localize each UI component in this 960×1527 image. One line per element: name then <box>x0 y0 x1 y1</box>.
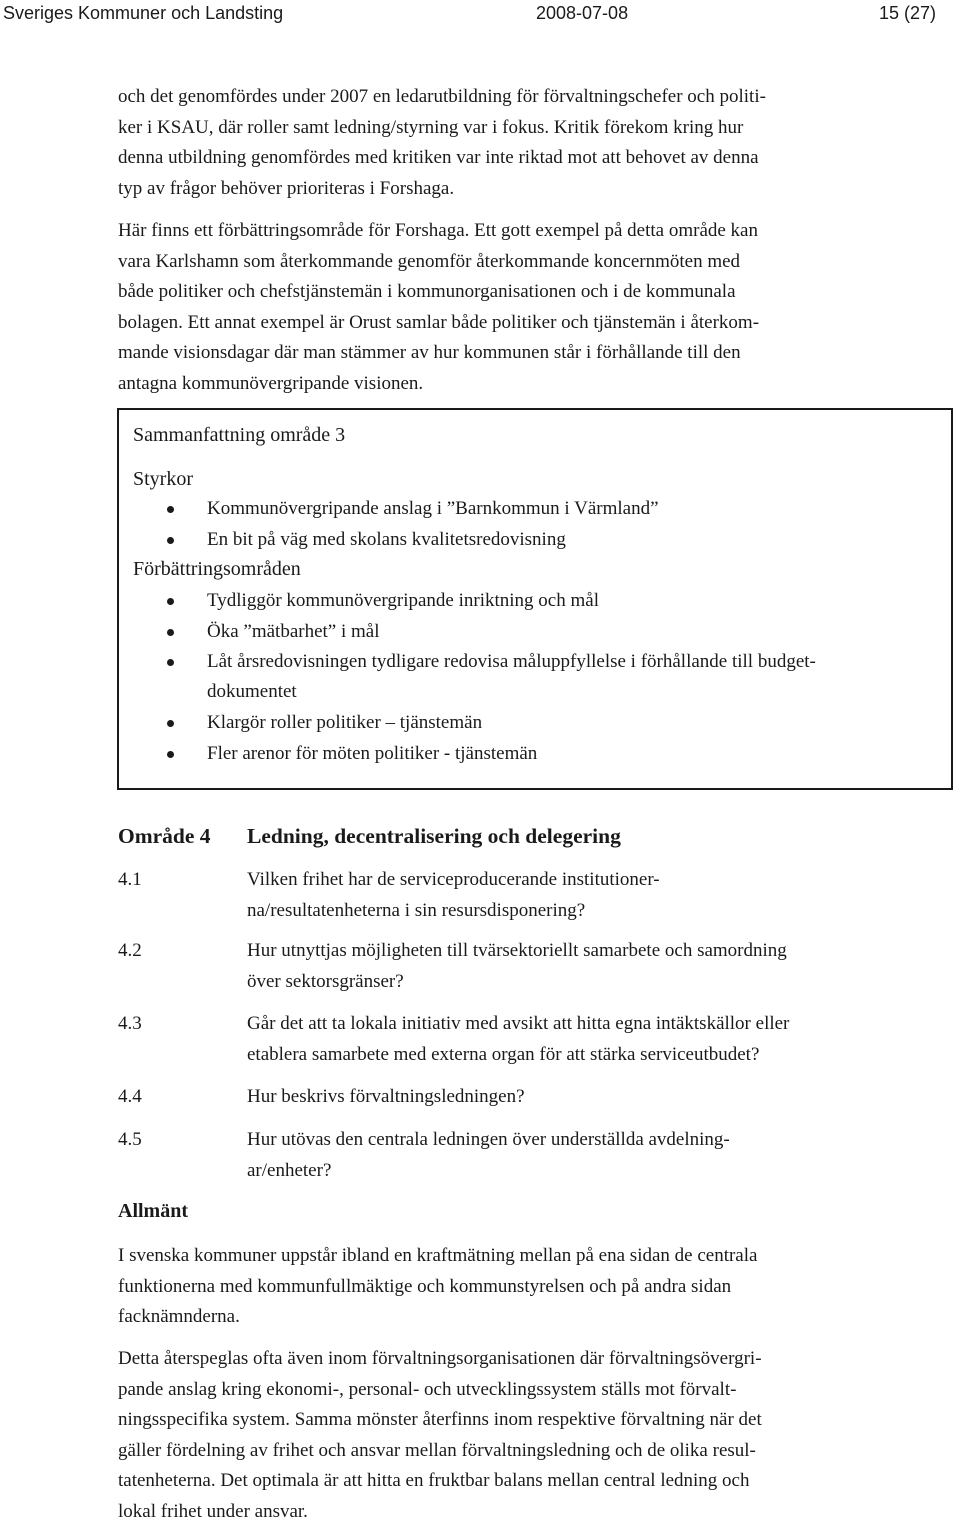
bullet-icon <box>167 629 174 636</box>
intro-line: denna utbildning genomfördes med kritiken var inte riktad mot att behovet av denna <box>118 147 759 168</box>
header-date: 2008-07-08 <box>536 3 629 23</box>
improvement-line: vara Karlshamn som återkommande genomför återkommande koncernmöten med <box>118 250 741 272</box>
bullet-icon <box>167 720 174 727</box>
intro-line: ker i KSAU, där roller samt ledning/styrning var i fokus. Kritik förekom kring hur <box>118 116 744 138</box>
question-number: 4.1 <box>118 869 142 890</box>
general-heading: Allmänt <box>118 1200 188 1222</box>
page-header <box>0 0 960 30</box>
question-text: Hur beskrivs förvaltningsledningen? <box>247 1086 525 1107</box>
improvement-line: Här finns ett förbättringsområde för Forshaga. Ett gott exempel på detta område kan <box>118 220 758 241</box>
question-text: Hur utövas den centrala ledningen över underställda avdelning- ar/enheter? <box>247 1129 730 1181</box>
intro-line: och det genomfördes under 2007 en ledarutbildning för förvaltningschefer och politi- <box>118 86 766 107</box>
bullet-icon <box>167 751 174 758</box>
question-text: Går det att ta lokala initiativ med avsikt att hitta egna intäktskällor eller etablera samarbete med externa organ för att stärka serviceutbudet? <box>247 1013 790 1065</box>
improvement-paragraph <box>118 216 888 399</box>
general-paragraph: I svenska kommuner uppstår ibland en kraftmätning mellan på ena sidan de centrala funktionerna med kommunfullmäktige och kommunstyrelsen och på andra sidan facknämnderna. <box>118 1245 758 1327</box>
intro-paragraph <box>118 82 888 204</box>
bullet-icon <box>167 537 174 544</box>
bullet-icon <box>167 659 174 666</box>
question-number: 4.2 <box>118 940 142 961</box>
intro-line: typ av frågor behöver prioriteras i Forshaga. <box>118 177 455 199</box>
improvement-line: antagna kommunövergripande visionen. <box>118 372 424 394</box>
summary-box: Sammanfattning område 3 Styrkor Kommunövergripande anslag i ”Barnkommun i Värmland” En bit på väg med skolans kvalitetsredovisning Förbättringsområden Tydliggör kommunövergripande inriktning och mål Öka ”mätbarhet” i mål Låt årsredovisningen tydligare redovisa måluppfyllelse i förhållande till budget- dokumentet Klargör roller politiker – tjänstemän Fler arenor för möten politiker - tjänstemän <box>117 408 953 790</box>
bullet-icon <box>167 598 174 605</box>
area-label: Område 4 <box>118 824 211 848</box>
strengths-heading: Styrkor <box>133 468 193 490</box>
question-number: 4.5 <box>118 1129 142 1150</box>
question-number: 4.4 <box>118 1086 142 1107</box>
header-page-number: 15 (27) <box>878 3 936 23</box>
summary-title: Sammanfattning område 3 <box>133 424 346 446</box>
question-text: Hur utnyttjas möjligheten till tvärsektoriellt samarbete och samordning över sektorsgränser? <box>247 940 787 992</box>
question-number: 4.3 <box>118 1013 142 1034</box>
general-paragraph: Detta återspeglas ofta även inom förvaltningsorganisationen där förvaltningsövergri- pande anslag kring ekonomi-, personal- och utvecklingssystem ställs mot förvalt- ningsspecifika system. Samma mönster återfinns inom respektive förvaltning när det gäller fördelning av frihet och ansvar mellan förvaltningsledning och de olika resul- tatenheterna. Det optimala är att hitta en fruktbar balans mellan central ledning och lokal frihet under ansvar. <box>118 1348 762 1522</box>
improvement-line: både politiker och chefstjänstemän i kommunorganisationen och i de kommunala <box>118 281 736 302</box>
bullet-icon <box>167 506 174 513</box>
header-organization: Sveriges Kommuner och Landsting <box>3 3 284 23</box>
area-title: Ledning, decentralisering och delegering <box>247 824 621 848</box>
improvements-heading: Förbättringsområden <box>133 558 301 580</box>
improvement-line: mande visionsdagar där man stämmer av hur kommunen står i förhållande till den <box>118 342 741 363</box>
question-text: Vilken frihet har de serviceproducerande institutioner- na/resultatenheterna i sin resursdisponering? <box>247 869 660 921</box>
improvement-line: bolagen. Ett annat exempel är Orust samlar både politiker och tjänstemän i återkom- <box>118 311 760 333</box>
